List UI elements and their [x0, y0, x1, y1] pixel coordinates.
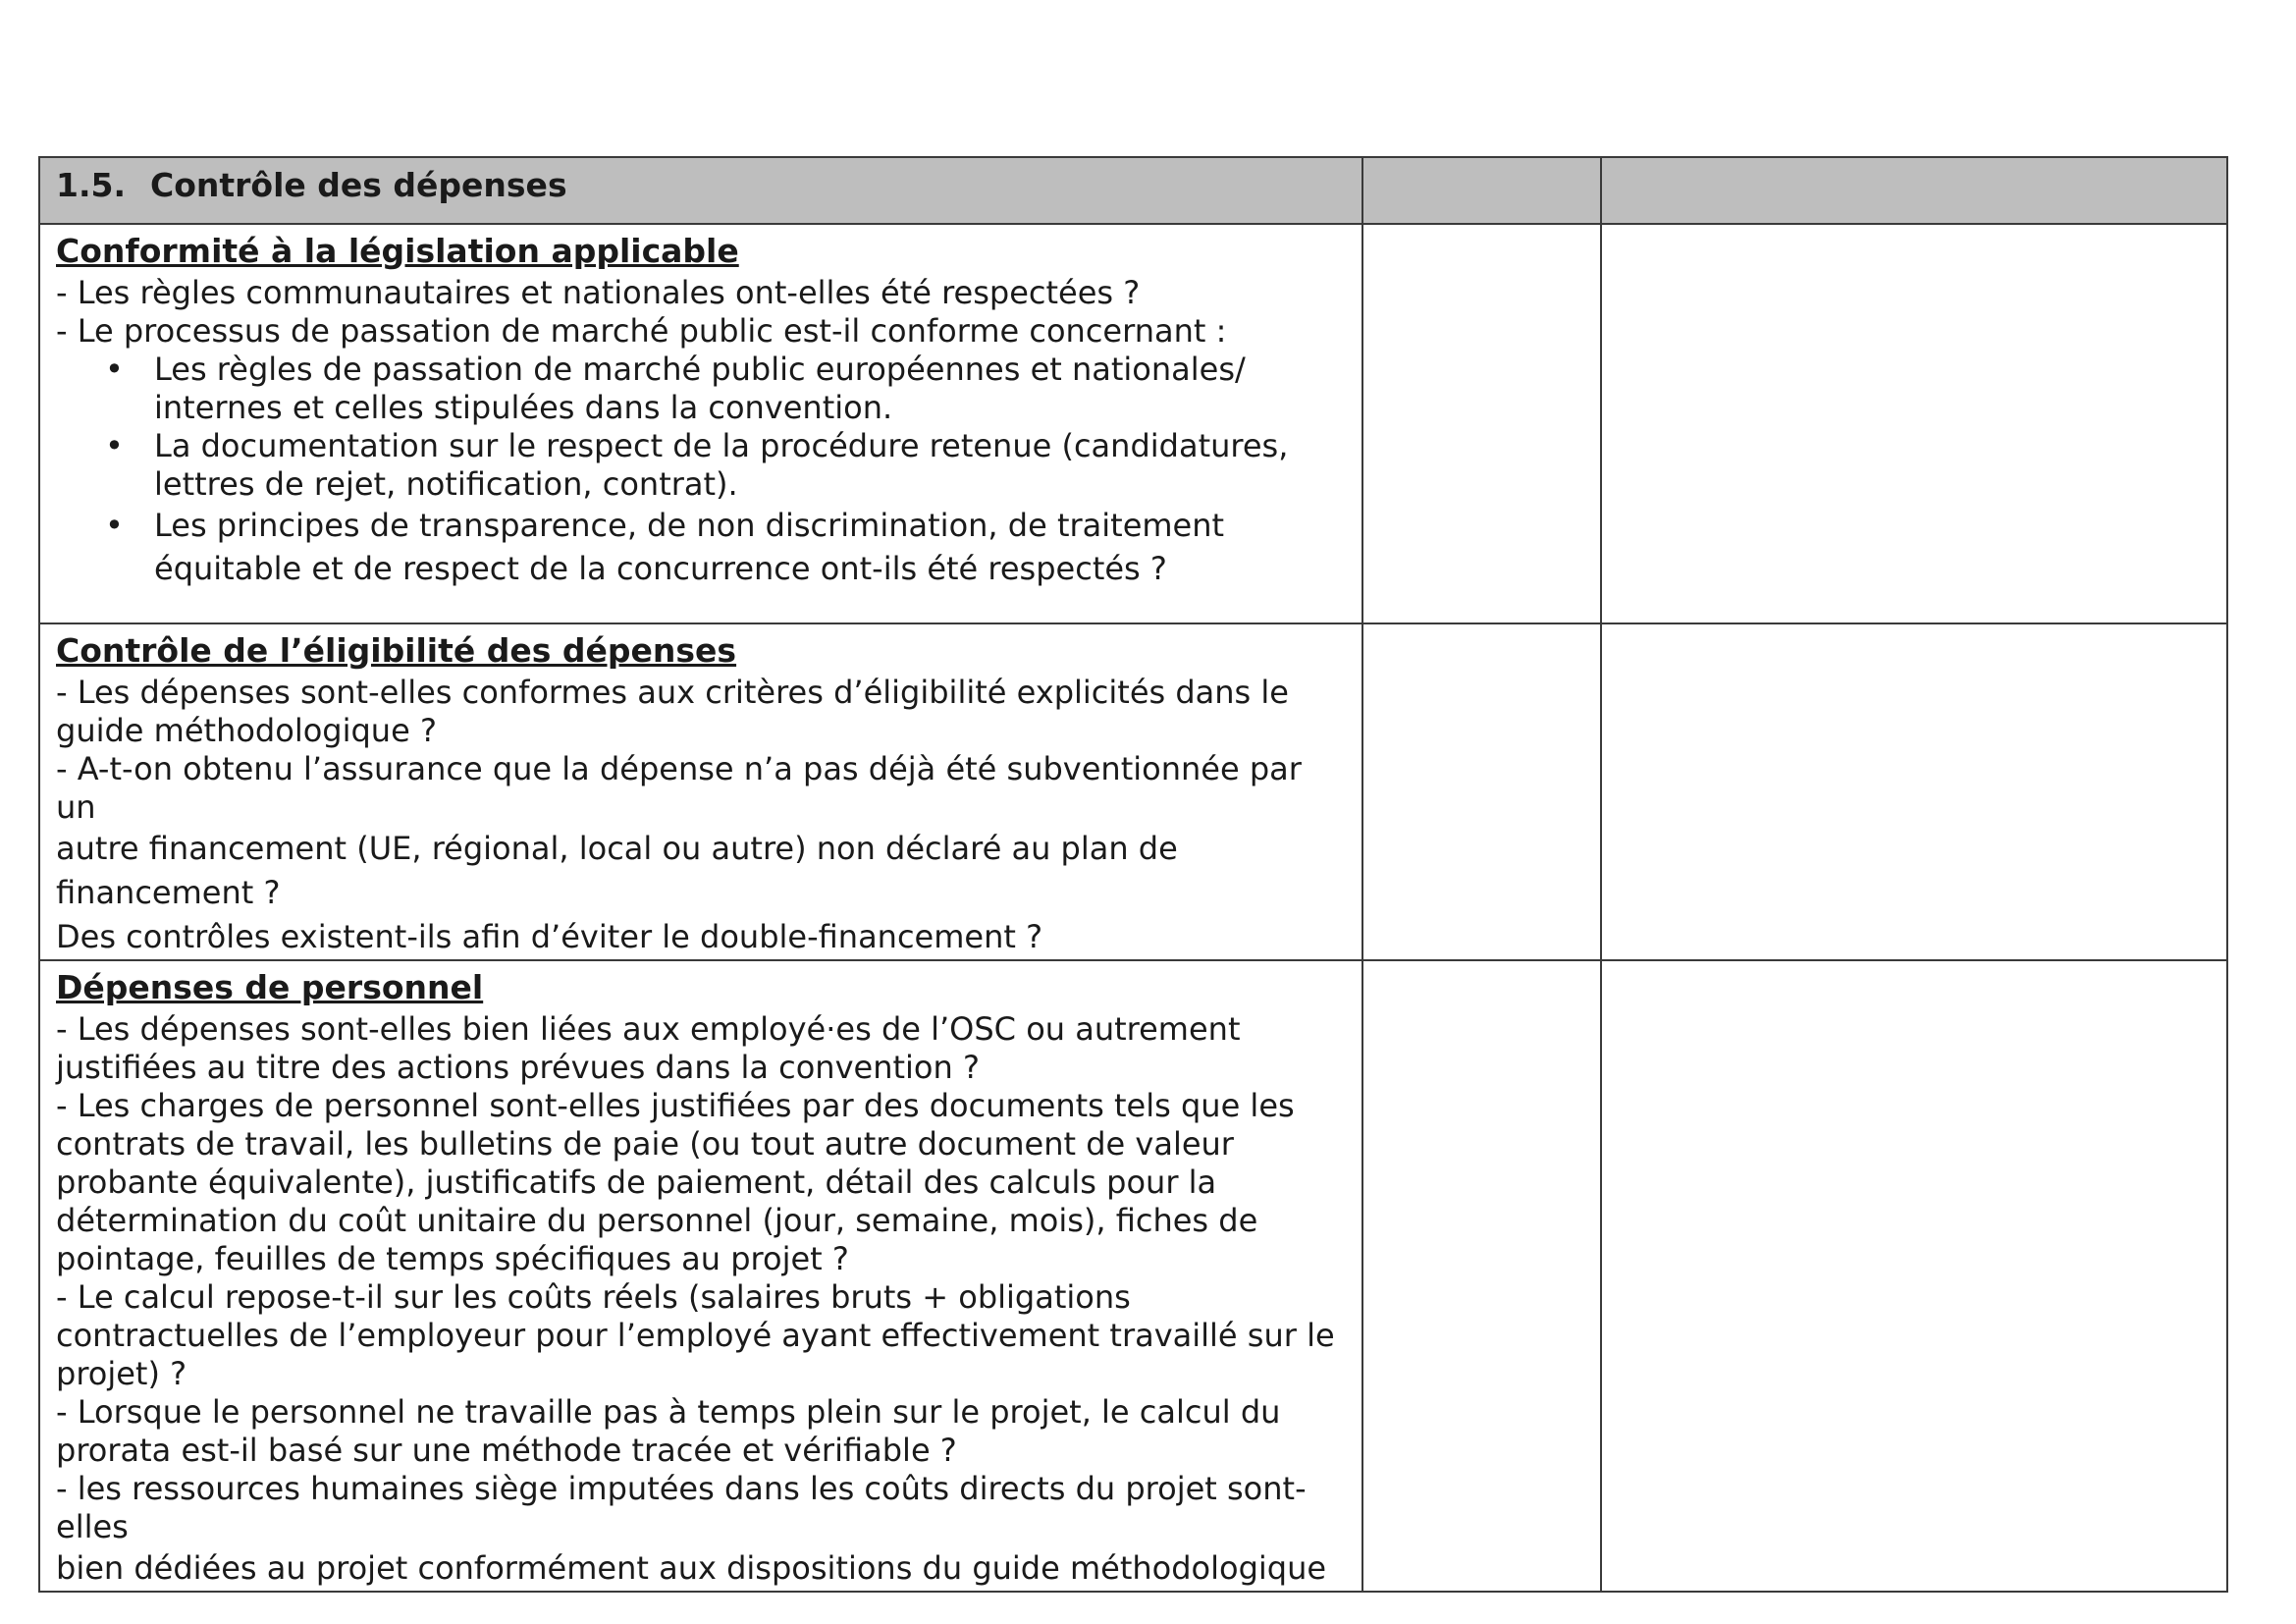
bullet-text: La documentation sur le respect de la procédure retenue (candidatures, lettres de rejet, notification, contrat).	[154, 427, 1289, 503]
question-line: - Les dépenses sont-elles bien liées aux employé·es de l’OSC ou autrement justifiées au titre des actions prévues dans la convention ?	[56, 1010, 1241, 1086]
checklist-table	[38, 156, 2228, 1593]
answer-cell	[1362, 623, 1601, 960]
question-cell	[39, 224, 1362, 623]
bullet-list	[56, 351, 1342, 590]
question-line: - A-t-on obtenu l’assurance que la dépense n’a pas déjà été subventionnée par un	[56, 750, 1302, 826]
question-line: - Les dépenses sont-elles conformes aux critères d’éligibilité explicités dans le guide méthodologique ?	[56, 674, 1289, 749]
question-cell	[39, 623, 1362, 960]
bullet-icon: •	[105, 351, 124, 388]
question-line: Des contrôles existent-ils afin d’éviter le double-financement ?	[56, 918, 1043, 955]
table-row	[39, 623, 2227, 960]
question-line: autre financement (UE, régional, local ou autre) non déclaré au plan de financement ?	[56, 830, 1178, 911]
comment-cell	[1601, 224, 2227, 623]
list-item	[56, 427, 1342, 504]
bullet-icon: •	[105, 427, 124, 464]
list-item	[56, 504, 1342, 590]
question-line: - les ressources humaines siège imputées dans les coûts directs du projet sont-elles	[56, 1470, 1307, 1545]
subsection-title: Contrôle de l’éligibilité des dépenses	[56, 631, 737, 670]
section-heading	[56, 166, 1342, 205]
question-line: - Le calcul repose-t-il sur les coûts réels (salaires bruts + obligations contractuelles de l’employeur pour l’employé ayant effectivement travaillé sur le projet) ?	[56, 1278, 1335, 1392]
subsection-title: Dépenses de personnel	[56, 968, 484, 1006]
bullet-text: Les principes de transparence, de non discrimination, de traitement équitable et de respect de la concurrence ont-ils été respectés ?	[154, 507, 1225, 587]
table-row	[39, 960, 2227, 1592]
comment-cell	[1601, 623, 2227, 960]
answer-cell	[1362, 224, 1601, 623]
answer-cell	[1362, 960, 1601, 1592]
bullet-icon: •	[105, 507, 124, 544]
section-number: 1.5.	[56, 166, 126, 204]
subsection-title: Conformité à la législation applicable	[56, 232, 739, 270]
question-line: - Les règles communautaires et nationales ont-elles été respectées ?	[56, 274, 1141, 311]
header-empty-cell	[1601, 157, 2227, 224]
header-cell	[39, 157, 1362, 224]
table-header-row	[39, 157, 2227, 224]
comment-cell	[1601, 960, 2227, 1592]
question-line: - Lorsque le personnel ne travaille pas à temps plein sur le projet, le calcul du prorata est-il basé sur une méthode tracée et vérifiable ?	[56, 1393, 1281, 1469]
bullet-text: Les règles de passation de marché public européennes et nationales/ internes et celles stipulées dans la convention.	[154, 351, 1246, 426]
question-line: bien dédiées au projet conformément aux dispositions du guide méthodologique	[56, 1549, 1327, 1587]
question-line: - Le processus de passation de marché public est-il conforme concernant :	[56, 312, 1227, 350]
list-item	[56, 351, 1342, 427]
header-empty-cell	[1362, 157, 1601, 224]
table-row	[39, 224, 2227, 623]
question-cell	[39, 960, 1362, 1592]
section-title: Contrôle des dépenses	[150, 166, 567, 204]
question-line: - Les charges de personnel sont-elles justifiées par des documents tels que les contrats de travail, les bulletins de paie (ou tout autre document de valeur probante équivalente), justificatifs de paiement, détail des calculs pour la détermination du coût unitaire du personnel (jour, semaine, mois), fiches de pointage, feuilles de temps spécifiques au projet ?	[56, 1087, 1295, 1277]
